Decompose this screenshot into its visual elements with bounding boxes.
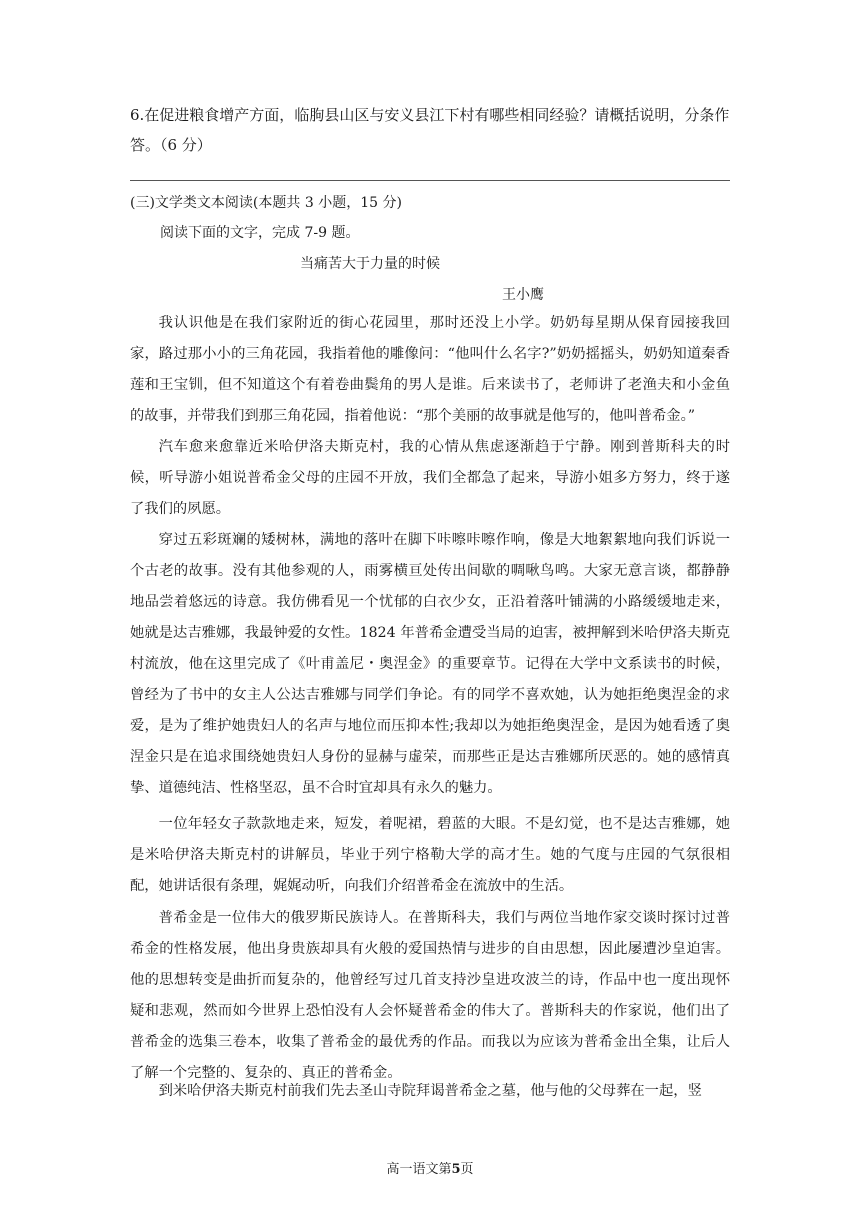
- paragraph-6: 到米哈伊洛夫斯克村前我们先去圣山寺院拜谒普希金之墓，他与他的父母葬在一起，竖: [158, 1083, 702, 1099]
- question-6: 6.在促进粮食增产方面，临朐县山区与安义县江下村有哪些相同经验？请概括说明，分条作答。（6 分）: [130, 106, 730, 154]
- paragraph-5: 普希金是一位伟大的俄罗斯民族诗人。在普斯科夫，我们与两位当地作家交谈时探讨过普希金的性格发展，他出身贵族却具有火般的爱国热情与进步的自由思想，因此屡遭沙皇迫害。他的思想转变是曲折而复杂的，他曾经写过几首支持沙皇进攻波兰的诗，作品中也一度出现怀疑和悲观，然而如今世界上恐怕没有人会怀疑普希金的伟大了。普斯科夫的作家说，他们出了普希金的选集三卷本，收集了普希金的最优秀的作品。而我以为应该为普希金出全集，让后人了解一个完整的、复杂的、真正的普希金。: [130, 910, 730, 1081]
- page-number: 5: [451, 1162, 461, 1177]
- section-divider: [130, 180, 730, 181]
- article-author: 王小鹰: [502, 287, 544, 303]
- footer-suffix: 页: [460, 1162, 474, 1177]
- page-footer: [0, 1158, 860, 1177]
- paragraph-4: 一位年轻女子款款地走来，短发，着呢裙，碧蓝的大眼。不是幻觉，也不是达吉雅娜，她是米哈伊洛夫斯克村的讲解员，毕业于列宁格勒大学的高才生。她的气度与庄园的气氛很相配，她讲话很有条理，娓娓动听，向我们介绍普希金在流放中的生活。: [130, 816, 730, 894]
- article-title: 当痛苦大于力量的时候: [300, 256, 440, 272]
- paragraph-1: 我认识他是在我们家附近的街心花园里，那时还没上小学。奶奶每星期从保育园接我回家，路过那小小的三角花园，我指着他的雕像问：“他叫什么名字?”奶奶摇摇头，奶奶知道秦香莲和王宝钏，但不知道这个有着卷曲鬓角的男人是谁。后来读书了，老师讲了老渔夫和小金鱼的故事，并带我们到那三角花园，指着他说：“那个美丽的故事就是他写的，他叫普希金。”: [130, 315, 730, 424]
- section-heading: (三)文学类文本阅读(本题共 3 小题，15 分): [130, 195, 402, 211]
- paragraph-2: 汽车愈来愈靠近米哈伊洛夫斯克村，我的心情从焦虑逐渐趋于宁静。刚到普斯科夫的时候，听导游小姐说普希金父母的庄园不开放，我们全都急了起来，导游小姐多方努力，终于遂了我们的夙愿。: [130, 439, 730, 517]
- paragraph-3: 穿过五彩斑斓的矮树林，满地的落叶在脚下咔嚓咔嚓作响，像是大地絮絮地向我们诉说一个古老的故事。没有其他参观的人，雨雾横亘处传出间歇的啁啾鸟鸣。大家无意言谈，都静静地品尝着悠远的诗意。我仿佛看见一个忧郁的白衣少女，正沿着落叶铺满的小路缓缓地走来，她就是达吉雅娜，我最钟爱的女性。1824 年普希金遭受当局的迫害，被押解到米哈伊洛夫斯克村流放，他在这里完成了《叶甫盖尼・奥涅金》的重要章节。记得在大学中文系读书的时候，曾经为了书中的女主人公达吉雅娜与同学们争论。有的同学不喜欢她，认为她拒绝奥涅金的求爱，是为了维护她贵妇人的名声与地位而压抑本性;我却以为她拒绝奥涅金，是因为她看透了奥涅金只是在追求围绕她贵妇人身份的显赫与虚荣，而那些正是达吉雅娜所厌恶的。她的感情真挚、道德纯洁、性格坚忍，虽不合时宜却具有永久的魅力。: [130, 532, 730, 796]
- footer-label: 高一语文第: [386, 1162, 452, 1177]
- section-instruction: 阅读下面的文字，完成 7-9 题。: [160, 225, 360, 241]
